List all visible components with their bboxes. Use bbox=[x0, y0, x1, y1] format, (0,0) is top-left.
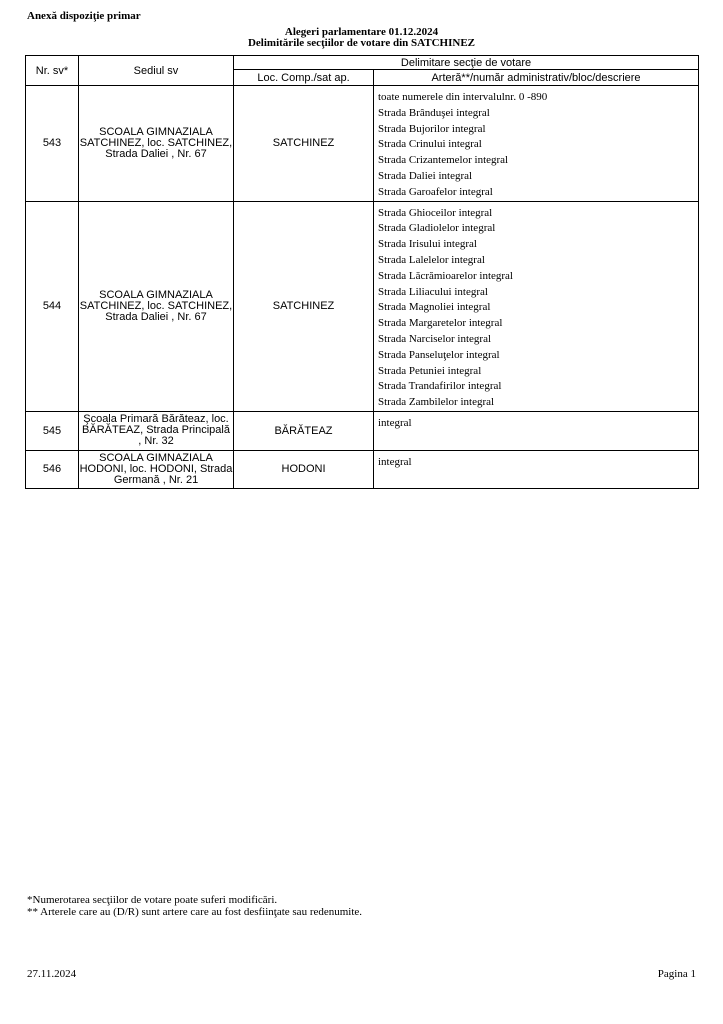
station-number: 545 bbox=[26, 411, 79, 450]
table-row bbox=[26, 201, 699, 411]
station-streets bbox=[374, 411, 699, 450]
table-row bbox=[26, 86, 699, 202]
footnotes bbox=[27, 894, 362, 918]
header-sediu: Sediul sv bbox=[79, 56, 234, 86]
page-number: Pagina 1 bbox=[657, 968, 696, 980]
street-entry: Strada Trandafirilor integral bbox=[378, 380, 502, 393]
street-entry: Strada Narciselor integral bbox=[378, 332, 492, 345]
street-entry: Strada Brânduşei integral bbox=[378, 106, 490, 119]
station-address: SCOALA GIMNAZIALA SATCHINEZ, loc. SATCHINEZ, Strada Daliei , Nr. 67 bbox=[79, 86, 234, 202]
street-entry: toate numerele din intervalulnr. 0 -890 bbox=[378, 91, 548, 103]
table-row bbox=[26, 450, 699, 488]
street-entry: Strada Crinului integral bbox=[378, 138, 482, 151]
street-entry: Strada Crizantemelor integral bbox=[378, 154, 509, 167]
street-entry: Strada Garoafelor integral bbox=[378, 185, 493, 198]
station-streets bbox=[374, 201, 699, 411]
street-entry: Strada Magnoliei integral bbox=[378, 301, 491, 314]
street-entry: Strada Bujorilor integral bbox=[378, 122, 486, 135]
station-address: Şcoala Primară Bărăteaz, loc. BĂRĂTEAZ, Strada Principală , Nr. 32 bbox=[79, 411, 234, 450]
street-entry: integral bbox=[378, 416, 412, 429]
station-address: SCOALA GIMNAZIALA HODONI, loc. HODONI, Strada Germană , Nr. 21 bbox=[79, 450, 234, 488]
title-delimitation: Delimitările secţiilor de votare din SATCHINEZ bbox=[247, 37, 475, 49]
station-number: 543 bbox=[26, 86, 79, 202]
header-artera: Arteră**/număr administrativ/bloc/descriere bbox=[374, 70, 699, 86]
annex-label: Anexă dispoziţie primar bbox=[27, 10, 141, 22]
footnote-numbering: *Numerotarea secţiilor de votare poate suferi modificări. bbox=[27, 894, 278, 906]
station-locality: HODONI bbox=[234, 450, 374, 488]
polling-stations-table bbox=[25, 55, 699, 489]
footnote-arteries: ** Arterele care au (D/R) sunt artere care au fost desfiinţate sau redenumite. bbox=[27, 906, 363, 918]
street-entry: Strada Margaretelor integral bbox=[378, 317, 503, 330]
header-localitate: Loc. Comp./sat ap. bbox=[234, 70, 374, 86]
station-address: SCOALA GIMNAZIALA SATCHINEZ, loc. SATCHINEZ, Strada Daliei , Nr. 67 bbox=[79, 201, 234, 411]
document-date: 27.11.2024 bbox=[27, 968, 77, 980]
station-streets bbox=[374, 86, 699, 202]
street-entry: Strada Ghioceilor integral bbox=[378, 206, 493, 219]
table-body bbox=[26, 86, 699, 489]
station-number: 544 bbox=[26, 201, 79, 411]
table-row bbox=[26, 411, 699, 450]
station-locality: SATCHINEZ bbox=[234, 201, 374, 411]
street-entry: Strada Lalelelor integral bbox=[378, 253, 485, 266]
station-streets bbox=[374, 450, 699, 488]
street-entry: integral bbox=[378, 455, 412, 468]
street-entry: Strada Petuniei integral bbox=[378, 364, 482, 377]
street-entry: Strada Irisului integral bbox=[378, 238, 477, 251]
document-title bbox=[0, 27, 723, 49]
street-entry: Strada Liliacului integral bbox=[378, 285, 488, 298]
street-entry: Strada Daliei integral bbox=[378, 169, 473, 182]
station-locality: SATCHINEZ bbox=[234, 86, 374, 202]
header-delimitare: Delimitare secţie de votare bbox=[234, 56, 699, 70]
title-election: Alegeri parlamentare 01.12.2024 bbox=[284, 26, 439, 38]
street-entry: Strada Lăcrămioarelor integral bbox=[378, 269, 513, 282]
header-nr: Nr. sv* bbox=[26, 56, 79, 86]
station-number: 546 bbox=[26, 450, 79, 488]
street-entry: Strada Panseluţelor integral bbox=[378, 348, 500, 361]
street-entry: Strada Zambilelor integral bbox=[378, 396, 495, 409]
station-locality: BĂRĂTEAZ bbox=[234, 411, 374, 450]
street-entry: Strada Gladiolelor integral bbox=[378, 222, 496, 235]
